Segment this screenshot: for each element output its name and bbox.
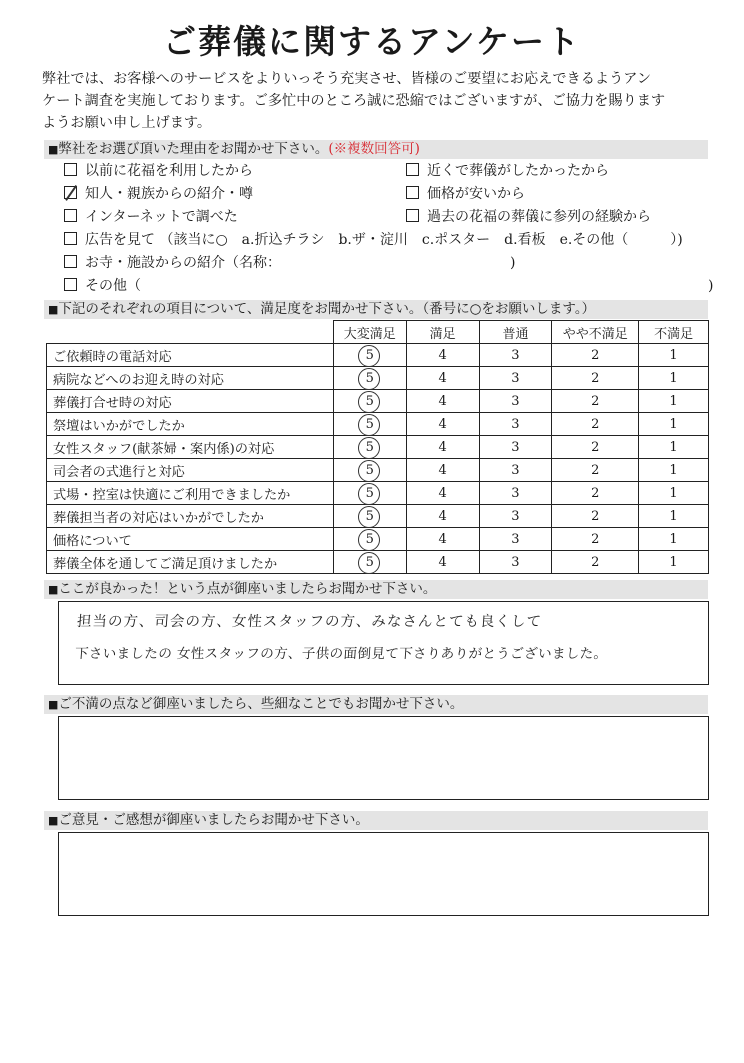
score-cell-circled[interactable]	[333, 505, 406, 528]
score-cell[interactable]	[552, 436, 639, 459]
score-cell[interactable]	[479, 413, 552, 436]
reason-option[interactable]: 価格が安いから	[406, 184, 525, 204]
section-heading: ここが良かった！という点が御座いましたらお聞かせ下さい。	[58, 581, 437, 597]
score-cell[interactable]	[406, 413, 479, 436]
score-value: 3	[511, 485, 520, 501]
score-cell[interactable]	[639, 528, 709, 551]
score-value: 3	[511, 531, 520, 547]
score-value: 2	[591, 554, 600, 570]
table-row	[47, 551, 709, 574]
reason-option[interactable]: 以前に花福を利用したから	[64, 161, 253, 181]
close-paren: )	[708, 278, 714, 294]
score-value: 4	[438, 370, 447, 386]
score-value: 3	[511, 370, 520, 386]
checkbox[interactable]	[406, 186, 419, 199]
score-cell-circled[interactable]	[333, 436, 406, 459]
section-heading: 弊社をお選び頂いた理由をお聞かせ下さい。	[58, 141, 329, 157]
multiple-answer-note: (※複数回答可)	[328, 141, 420, 157]
score-cell-circled[interactable]	[333, 413, 406, 436]
score-cell-circled[interactable]	[333, 367, 406, 390]
score-value: 4	[438, 462, 447, 478]
score-value: 3	[511, 554, 520, 570]
score-cell[interactable]	[406, 482, 479, 505]
score-value: 2	[591, 370, 600, 386]
score-value: 3	[511, 393, 520, 409]
column-header: 普通	[479, 321, 552, 344]
checkbox-checked[interactable]	[64, 186, 77, 199]
intro-text	[42, 68, 722, 134]
score-cell[interactable]	[479, 436, 552, 459]
handwritten-answer-line: 担当の方、司会の方、女性スタッフの方、みなさんとても良くして	[76, 614, 543, 630]
score-value: 4	[438, 416, 447, 432]
opinions-answer-box[interactable]	[58, 832, 709, 916]
score-cell[interactable]	[552, 459, 639, 482]
score-cell[interactable]	[639, 413, 709, 436]
score-cell[interactable]	[552, 528, 639, 551]
score-cell[interactable]	[406, 528, 479, 551]
section-heading: ご意見・ご感想が御座いましたらお聞かせ下さい。	[58, 812, 369, 828]
table-body	[47, 344, 709, 574]
score-value: 5	[365, 531, 374, 547]
section-marker: ■	[48, 303, 59, 316]
intro-line: ようお願い申し上げます。	[42, 115, 212, 131]
score-value: 1	[669, 393, 678, 409]
section-opinions-header	[44, 811, 708, 830]
handwritten-answer-line: 下さいましたの 女性スタッフの方、子供の面倒見て下さりありがとうございました。	[74, 646, 609, 662]
section-reason-header	[44, 140, 708, 159]
score-cell[interactable]	[639, 482, 709, 505]
score-cell[interactable]	[479, 551, 552, 574]
score-value: 1	[669, 554, 678, 570]
score-value: 4	[438, 439, 447, 455]
score-cell[interactable]	[406, 551, 479, 574]
score-value: 1	[669, 462, 678, 478]
score-value: 5	[365, 462, 374, 478]
score-cell[interactable]	[552, 390, 639, 413]
score-cell[interactable]	[552, 551, 639, 574]
score-value: 2	[591, 347, 600, 363]
score-cell[interactable]	[479, 390, 552, 413]
satisfaction-table	[46, 320, 709, 574]
table-row	[47, 390, 709, 413]
score-value: 1	[669, 370, 678, 386]
score-cell[interactable]	[479, 505, 552, 528]
score-value: 1	[669, 485, 678, 501]
score-value: 3	[511, 462, 520, 478]
score-value: 4	[438, 393, 447, 409]
score-value: 2	[591, 439, 600, 455]
satisfaction-item-label: ご依頼時の電話対応	[47, 344, 334, 367]
score-cell-circled[interactable]	[333, 344, 406, 367]
score-cell[interactable]	[639, 344, 709, 367]
checkbox[interactable]	[406, 163, 419, 176]
score-cell[interactable]	[406, 436, 479, 459]
checkbox[interactable]	[406, 209, 419, 222]
score-value: 5	[365, 347, 374, 363]
reason-option[interactable]: 知人・親族からの紹介・噂	[64, 184, 253, 204]
table-row	[47, 436, 709, 459]
reason-option[interactable]: 広告を見て （該当に○ a.折込チラシ b.ザ・淀川 c.ポスター d.看板 e.その他（ ）)	[64, 230, 683, 250]
table-row	[47, 528, 709, 551]
score-cell[interactable]	[552, 344, 639, 367]
section-marker: ■	[48, 583, 59, 596]
score-cell-circled[interactable]	[333, 482, 406, 505]
score-cell[interactable]	[406, 459, 479, 482]
section-marker: ■	[48, 814, 59, 827]
column-header: 不満足	[639, 321, 709, 344]
checkbox[interactable]	[64, 232, 77, 245]
score-cell[interactable]	[639, 551, 709, 574]
score-cell[interactable]	[479, 528, 552, 551]
satisfaction-item-label: 司会者の式進行と対応	[47, 459, 334, 482]
score-value: 5	[365, 508, 374, 524]
score-value: 2	[591, 508, 600, 524]
score-cell[interactable]	[639, 390, 709, 413]
section-good-points-header	[44, 580, 708, 599]
score-value: 5	[365, 554, 374, 570]
table-corner	[47, 321, 334, 344]
score-value: 1	[669, 416, 678, 432]
section-heading: ご不満の点など御座いましたら、些細なことでもお聞かせ下さい。	[58, 696, 464, 712]
reason-option[interactable]: インターネットで調べた	[64, 207, 238, 227]
score-cell[interactable]	[479, 344, 552, 367]
score-value: 5	[365, 439, 374, 455]
score-cell[interactable]	[639, 459, 709, 482]
satisfaction-item-label: 病院などへのお迎え時の対応	[47, 367, 334, 390]
checkbox[interactable]	[64, 255, 77, 268]
section-complaints-header	[44, 695, 708, 714]
satisfaction-item-label: 葬儀全体を通してご満足頂けましたか	[47, 551, 334, 574]
table-row	[47, 482, 709, 505]
score-cell[interactable]	[552, 482, 639, 505]
column-header: やや不満足	[552, 321, 639, 344]
section-satisfaction-header	[44, 300, 708, 319]
score-value: 4	[438, 508, 447, 524]
score-value: 1	[669, 508, 678, 524]
column-header: 大変満足	[333, 321, 406, 344]
score-cell-circled[interactable]	[333, 390, 406, 413]
score-value: 2	[591, 393, 600, 409]
score-value: 3	[511, 439, 520, 455]
score-value: 3	[511, 508, 520, 524]
score-value: 4	[438, 485, 447, 501]
table-row	[47, 367, 709, 390]
good-points-answer-box[interactable]	[58, 601, 709, 685]
score-value: 4	[438, 554, 447, 570]
score-value: 5	[365, 370, 374, 386]
score-cell[interactable]	[406, 505, 479, 528]
reason-option[interactable]: 過去の花福の葬儀に参列の経験から	[406, 207, 651, 227]
score-value: 4	[438, 531, 447, 547]
section-marker: ■	[48, 143, 59, 156]
score-cell[interactable]	[406, 344, 479, 367]
intro-line: 弊社では、お客様へのサービスをよりいっそう充実させ、皆様のご要望にお応えできるようアン	[42, 71, 652, 87]
table-row	[47, 344, 709, 367]
checkbox[interactable]	[64, 163, 77, 176]
complaints-answer-box[interactable]	[58, 716, 709, 800]
reason-option[interactable]: 近くで葬儀がしたかったから	[406, 161, 609, 181]
score-value: 5	[365, 485, 374, 501]
column-header: 満足	[406, 321, 479, 344]
section-marker: ■	[48, 698, 59, 711]
score-cell[interactable]	[639, 436, 709, 459]
satisfaction-item-label: 女性スタッフ(献茶婦・案内係)の対応	[47, 436, 334, 459]
table-row	[47, 459, 709, 482]
score-value: 5	[365, 416, 374, 432]
table-row	[47, 505, 709, 528]
score-cell[interactable]	[552, 413, 639, 436]
score-cell[interactable]	[479, 367, 552, 390]
score-value: 3	[511, 416, 520, 432]
section-heading: 下記のそれぞれの項目について、満足度をお聞かせ下さい。（番号に○をお願いします。）	[58, 301, 596, 317]
score-value: 2	[591, 462, 600, 478]
reason-option[interactable]: お寺・施設からの紹介（名称：	[64, 253, 281, 273]
score-cell[interactable]	[552, 505, 639, 528]
score-cell-circled[interactable]	[333, 459, 406, 482]
satisfaction-item-label: 価格について	[47, 528, 334, 551]
table-row	[47, 413, 709, 436]
satisfaction-item-label: 葬儀担当者の対応はいかがでしたか	[47, 505, 334, 528]
close-paren: )	[510, 255, 516, 271]
score-value: 5	[365, 393, 374, 409]
score-cell[interactable]	[406, 367, 479, 390]
score-value: 2	[591, 485, 600, 501]
score-value: 2	[591, 416, 600, 432]
score-value: 2	[591, 531, 600, 547]
score-value: 3	[511, 347, 520, 363]
table-header-row	[47, 321, 709, 344]
page-title: ご葬儀に関するアンケート	[162, 22, 582, 61]
score-value: 1	[669, 439, 678, 455]
score-cell[interactable]	[639, 367, 709, 390]
score-cell-circled[interactable]	[333, 551, 406, 574]
satisfaction-item-label: 祭壇はいかがでしたか	[47, 413, 334, 436]
intro-line: ケート調査を実施しております。ご多忙中のところ誠に恐縮ではございますが、ご協力を賜ります	[42, 93, 666, 109]
score-cell[interactable]	[406, 390, 479, 413]
score-cell[interactable]	[479, 482, 552, 505]
satisfaction-item-label: 式場・控室は快適にご利用できましたか	[47, 482, 334, 505]
score-cell[interactable]	[552, 367, 639, 390]
score-value: 1	[669, 347, 678, 363]
score-cell[interactable]	[639, 505, 709, 528]
score-cell-circled[interactable]	[333, 528, 406, 551]
checkbox[interactable]	[64, 209, 77, 222]
reason-option[interactable]: その他（	[64, 276, 141, 296]
score-cell[interactable]	[479, 459, 552, 482]
checkbox[interactable]	[64, 278, 77, 291]
score-value: 4	[438, 347, 447, 363]
satisfaction-item-label: 葬儀打合せ時の対応	[47, 390, 334, 413]
score-value: 1	[669, 531, 678, 547]
